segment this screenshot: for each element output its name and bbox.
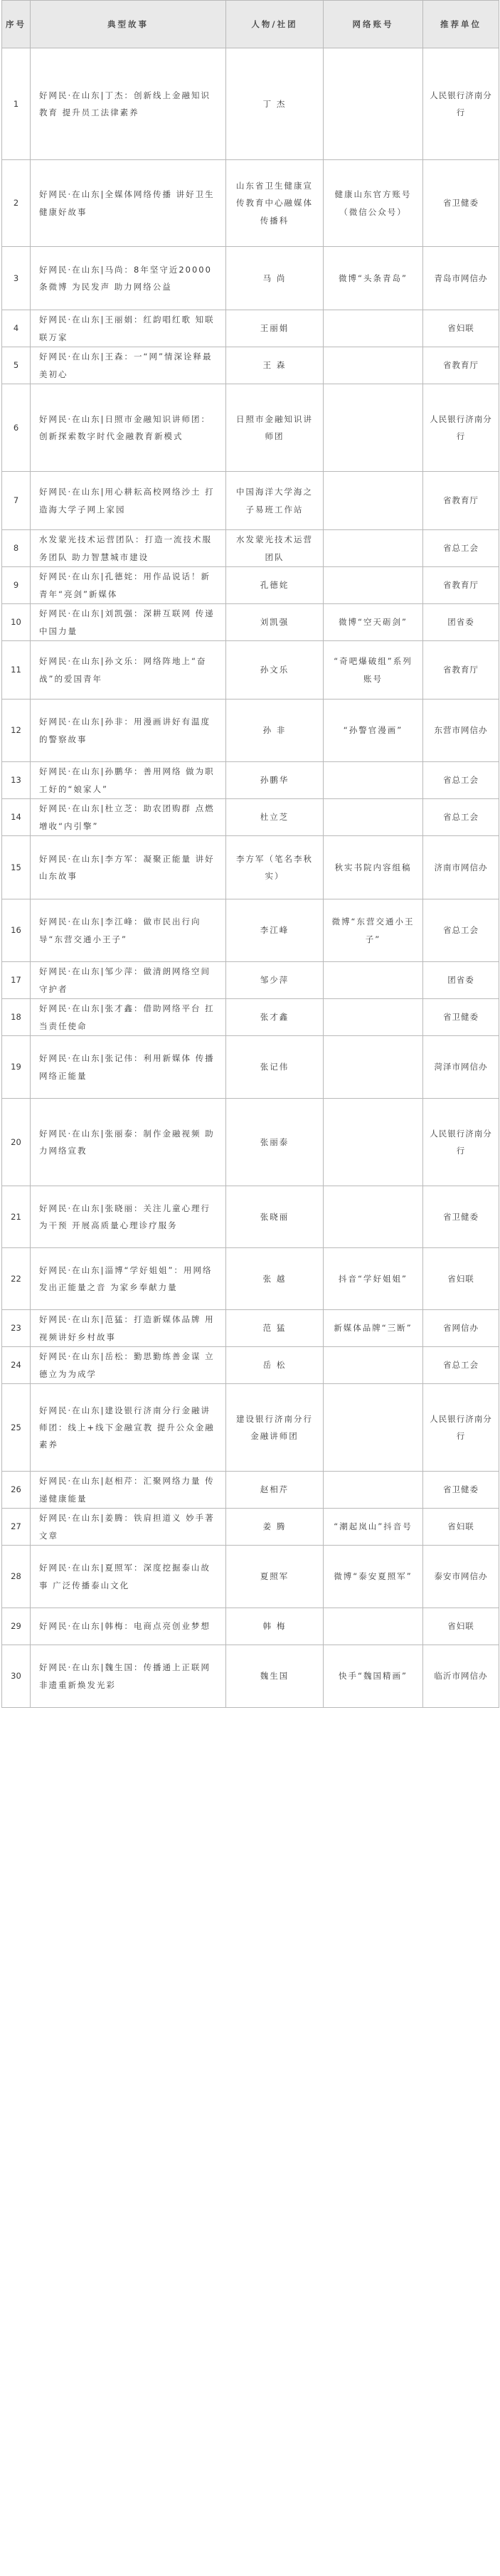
unit-cell: 济南市网信办 — [423, 836, 499, 899]
table-row — [2, 310, 499, 347]
document — [1, 0, 499, 1708]
story-cell: 好网民·在山东|杜立芝：助农团购群 点燃增收“内引擎” — [31, 799, 226, 836]
unit-cell: 菏泽市网信办 — [423, 1036, 499, 1099]
row-number: 18 — [2, 999, 31, 1036]
story-cell: 好网民·在山东|姜腾：铁肩担道义 妙手著文章 — [31, 1509, 226, 1546]
person-cell: 张才鑫 — [226, 999, 324, 1036]
header-number: 序号 — [2, 1, 31, 48]
person-cell: 李江峰 — [226, 899, 324, 962]
row-number: 5 — [2, 347, 31, 384]
story-cell: 好网民·在山东|岳松：勤思勤练善金谋 立德立为为成学 — [31, 1347, 226, 1384]
unit-cell: 省总工会 — [423, 899, 499, 962]
row-number: 12 — [2, 700, 31, 762]
header-unit: 推荐单位 — [423, 1, 499, 48]
account-cell — [324, 1472, 423, 1509]
table-row — [2, 48, 499, 160]
story-cell: 好网民·在山东|王森：一“网”情深诠释最美初心 — [31, 347, 226, 384]
person-cell: 魏生国 — [226, 1645, 324, 1708]
row-number: 20 — [2, 1099, 31, 1186]
row-number: 11 — [2, 641, 31, 700]
unit-cell: 省教育厅 — [423, 641, 499, 700]
account-cell — [324, 1036, 423, 1099]
story-cell: 好网民·在山东|孔德姹：用作品说话！新青年“亮剑”新媒体 — [31, 567, 226, 604]
table-row — [2, 762, 499, 799]
person-cell: 张丽泰 — [226, 1099, 324, 1186]
person-cell: 水发蒙光技术运营团队 — [226, 530, 324, 567]
account-cell: 微博“泰安夏照军” — [324, 1546, 423, 1608]
person-cell: 日照市金融知识讲师团 — [226, 384, 324, 472]
story-cell: 好网民·在山东|全媒体网络传播 讲好卫生健康好故事 — [31, 160, 226, 247]
row-number: 21 — [2, 1186, 31, 1248]
story-cell: 好网民·在山东|建设银行济南分行金融讲师团：线上+线下金融宣教 提升公众金融素养 — [31, 1384, 226, 1472]
account-cell — [324, 999, 423, 1036]
person-cell: 李方军（笔名李秋实） — [226, 836, 324, 899]
unit-cell: 省总工会 — [423, 762, 499, 799]
unit-cell: 省妇联 — [423, 1248, 499, 1310]
table-row — [2, 604, 499, 641]
account-cell: 秋实书院内容组稿 — [324, 836, 423, 899]
unit-cell: 团省委 — [423, 962, 499, 999]
unit-cell: 青岛市网信办 — [423, 247, 499, 310]
header-person: 人物/社团 — [226, 1, 324, 48]
unit-cell: 省卫健委 — [423, 1472, 499, 1509]
table-row — [2, 1186, 499, 1248]
person-cell: 张 越 — [226, 1248, 324, 1310]
table-row — [2, 1347, 499, 1384]
story-cell: 好网民·在山东|韩梅：电商点亮创业梦想 — [31, 1608, 226, 1645]
person-cell: 建设银行济南分行金融讲师团 — [226, 1384, 324, 1472]
table-row — [2, 1472, 499, 1509]
table-row — [2, 836, 499, 899]
unit-cell: 省卫健委 — [423, 999, 499, 1036]
person-cell: 王丽娟 — [226, 310, 324, 347]
story-cell: 好网民·在山东|用心耕耘高校网络沙土 打造海大学子网上家园 — [31, 472, 226, 530]
person-cell: 孔德姹 — [226, 567, 324, 604]
account-cell — [324, 48, 423, 160]
account-cell — [324, 1099, 423, 1186]
person-cell: 王 森 — [226, 347, 324, 384]
header-row — [2, 1, 499, 48]
table-row — [2, 472, 499, 530]
account-cell — [324, 762, 423, 799]
person-cell: 张记伟 — [226, 1036, 324, 1099]
row-number: 4 — [2, 310, 31, 347]
account-cell: 抖音“学好姐姐” — [324, 1248, 423, 1310]
table-row — [2, 1099, 499, 1186]
row-number: 13 — [2, 762, 31, 799]
person-cell: 张晓丽 — [226, 1186, 324, 1248]
person-cell: 邹少萍 — [226, 962, 324, 999]
unit-cell: 省教育厅 — [423, 567, 499, 604]
story-cell: 好网民·在山东|赵相芹：汇聚网络力量 传递健康能量 — [31, 1472, 226, 1509]
row-number: 1 — [2, 48, 31, 160]
unit-cell: 省妇联 — [423, 310, 499, 347]
story-cell: 好网民·在山东|范猛：打造新媒体品牌 用视频讲好乡村故事 — [31, 1310, 226, 1347]
row-number: 14 — [2, 799, 31, 836]
story-cell: 好网民·在山东|张丽泰：制作金融视频 助力网络宣教 — [31, 1099, 226, 1186]
account-cell: 健康山东官方账号（微信公众号） — [324, 160, 423, 247]
table-row — [2, 799, 499, 836]
person-cell: 山东省卫生健康宣传教育中心融媒体传播科 — [226, 160, 324, 247]
unit-cell: 省卫健委 — [423, 160, 499, 247]
table-row — [2, 1546, 499, 1608]
story-cell: 好网民·在山东|夏照军：深度挖掘泰山故事 广泛传播泰山文化 — [31, 1546, 226, 1608]
row-number: 19 — [2, 1036, 31, 1099]
account-cell — [324, 1608, 423, 1645]
row-number: 29 — [2, 1608, 31, 1645]
row-number: 30 — [2, 1645, 31, 1708]
person-cell: 孙 非 — [226, 700, 324, 762]
table-row — [2, 160, 499, 247]
table-row — [2, 1509, 499, 1546]
row-number: 3 — [2, 247, 31, 310]
row-number: 17 — [2, 962, 31, 999]
row-number: 16 — [2, 899, 31, 962]
row-number: 28 — [2, 1546, 31, 1608]
typical-stories-table — [1, 0, 499, 1708]
table-row — [2, 999, 499, 1036]
story-cell: 好网民·在山东|孙鹏华：善用网络 做为职工好的“娘家人” — [31, 762, 226, 799]
account-cell — [324, 1186, 423, 1248]
story-cell: 好网民·在山东|淄博“学好姐姐”：用网络发出正能量之音 为家乡奉献力量 — [31, 1248, 226, 1310]
account-cell — [324, 472, 423, 530]
person-cell: 中国海洋大学海之子易班工作站 — [226, 472, 324, 530]
story-cell: 好网民·在山东|孙文乐：网络阵地上“奋战”的爱国青年 — [31, 641, 226, 700]
story-cell: 好网民·在山东|李江峰：做市民出行向导“东营交通小王子” — [31, 899, 226, 962]
account-cell: “潮起岚山”抖音号 — [324, 1509, 423, 1546]
unit-cell: 人民银行济南分行 — [423, 1099, 499, 1186]
story-cell: 好网民·在山东|丁杰：创新线上金融知识教育 提升员工法律素养 — [31, 48, 226, 160]
unit-cell: 临沂市网信办 — [423, 1645, 499, 1708]
account-cell — [324, 1384, 423, 1472]
table-row — [2, 567, 499, 604]
account-cell: 微博“空天砺剑” — [324, 604, 423, 641]
row-number: 27 — [2, 1509, 31, 1546]
unit-cell: 团省委 — [423, 604, 499, 641]
account-cell: 快手“魏国精画” — [324, 1645, 423, 1708]
story-cell: 好网民·在山东|张才鑫：借助网络平台 扛当责任使命 — [31, 999, 226, 1036]
person-cell: 孙鹏华 — [226, 762, 324, 799]
account-cell: “孙警官漫画” — [324, 700, 423, 762]
row-number: 10 — [2, 604, 31, 641]
row-number: 6 — [2, 384, 31, 472]
story-cell: 好网民·在山东|魏生国：传播通上正联网 非遗重新焕发光彩 — [31, 1645, 226, 1708]
account-cell — [324, 347, 423, 384]
account-cell — [324, 799, 423, 836]
table-row — [2, 1036, 499, 1099]
story-cell: 好网民·在山东|张晓丽：关注儿童心理行为干预 开展高质量心理诊疗服务 — [31, 1186, 226, 1248]
person-cell: 马 尚 — [226, 247, 324, 310]
story-cell: 水发蒙光技术运营团队：打造一流技术服务团队 助力智慧城市建设 — [31, 530, 226, 567]
unit-cell: 人民银行济南分行 — [423, 1384, 499, 1472]
row-number: 2 — [2, 160, 31, 247]
table-row — [2, 1608, 499, 1645]
unit-cell: 省妇联 — [423, 1509, 499, 1546]
unit-cell: 省总工会 — [423, 799, 499, 836]
table-row — [2, 700, 499, 762]
person-cell: 夏照军 — [226, 1546, 324, 1608]
table-row — [2, 641, 499, 700]
header-story: 典型故事 — [31, 1, 226, 48]
story-cell: 好网民·在山东|马尚：8年坚守近20000条微博 为民发声 助力网络公益 — [31, 247, 226, 310]
table-header — [2, 1, 499, 48]
unit-cell: 东营市网信办 — [423, 700, 499, 762]
row-number: 24 — [2, 1347, 31, 1384]
unit-cell: 省总工会 — [423, 530, 499, 567]
unit-cell: 省妇联 — [423, 1608, 499, 1645]
unit-cell: 省教育厅 — [423, 472, 499, 530]
table-row — [2, 962, 499, 999]
story-cell: 好网民·在山东|孙非：用漫画讲好有温度的警察故事 — [31, 700, 226, 762]
unit-cell: 省总工会 — [423, 1347, 499, 1384]
row-number: 22 — [2, 1248, 31, 1310]
row-number: 7 — [2, 472, 31, 530]
person-cell: 韩 梅 — [226, 1608, 324, 1645]
table-row — [2, 1645, 499, 1708]
table-body — [2, 48, 499, 1708]
story-cell: 好网民·在山东|日照市金融知识讲师团：创新探索数字时代金融教育新模式 — [31, 384, 226, 472]
table-row — [2, 530, 499, 567]
table-row — [2, 1248, 499, 1310]
story-cell: 好网民·在山东|王丽娟：红韵唱红歌 知联联万家 — [31, 310, 226, 347]
person-cell: 丁 杰 — [226, 48, 324, 160]
person-cell: 杜立芝 — [226, 799, 324, 836]
table-row — [2, 899, 499, 962]
header-account: 网络账号 — [324, 1, 423, 48]
account-cell — [324, 310, 423, 347]
account-cell: “奇吧爆破组”系列账号 — [324, 641, 423, 700]
unit-cell: 省网信办 — [423, 1310, 499, 1347]
table-row — [2, 384, 499, 472]
person-cell: 岳 松 — [226, 1347, 324, 1384]
row-number: 26 — [2, 1472, 31, 1509]
person-cell: 姜 腾 — [226, 1509, 324, 1546]
account-cell — [324, 567, 423, 604]
account-cell — [324, 962, 423, 999]
story-cell: 好网民·在山东|邹少萍：做清朗网络空间守护者 — [31, 962, 226, 999]
account-cell: 微博“东营交通小王子” — [324, 899, 423, 962]
row-number: 25 — [2, 1384, 31, 1472]
story-cell: 好网民·在山东|张记伟：利用新媒体 传播网络正能量 — [31, 1036, 226, 1099]
table-row — [2, 1384, 499, 1472]
person-cell: 刘凯强 — [226, 604, 324, 641]
person-cell: 范 猛 — [226, 1310, 324, 1347]
unit-cell: 省卫健委 — [423, 1186, 499, 1248]
row-number: 23 — [2, 1310, 31, 1347]
person-cell: 孙文乐 — [226, 641, 324, 700]
account-cell — [324, 384, 423, 472]
unit-cell: 人民银行济南分行 — [423, 384, 499, 472]
row-number: 8 — [2, 530, 31, 567]
account-cell: 新媒体品牌“三断” — [324, 1310, 423, 1347]
row-number: 15 — [2, 836, 31, 899]
story-cell: 好网民·在山东|刘凯强：深耕互联网 传递中国力量 — [31, 604, 226, 641]
unit-cell: 泰安市网信办 — [423, 1546, 499, 1608]
row-number: 9 — [2, 567, 31, 604]
person-cell: 赵相芹 — [226, 1472, 324, 1509]
table-row — [2, 347, 499, 384]
table-row — [2, 1310, 499, 1347]
account-cell: 微博“头条青岛” — [324, 247, 423, 310]
account-cell — [324, 1347, 423, 1384]
unit-cell: 省教育厅 — [423, 347, 499, 384]
table-row — [2, 247, 499, 310]
account-cell — [324, 530, 423, 567]
unit-cell: 人民银行济南分行 — [423, 48, 499, 160]
story-cell: 好网民·在山东|李方军：凝聚正能量 讲好山东故事 — [31, 836, 226, 899]
